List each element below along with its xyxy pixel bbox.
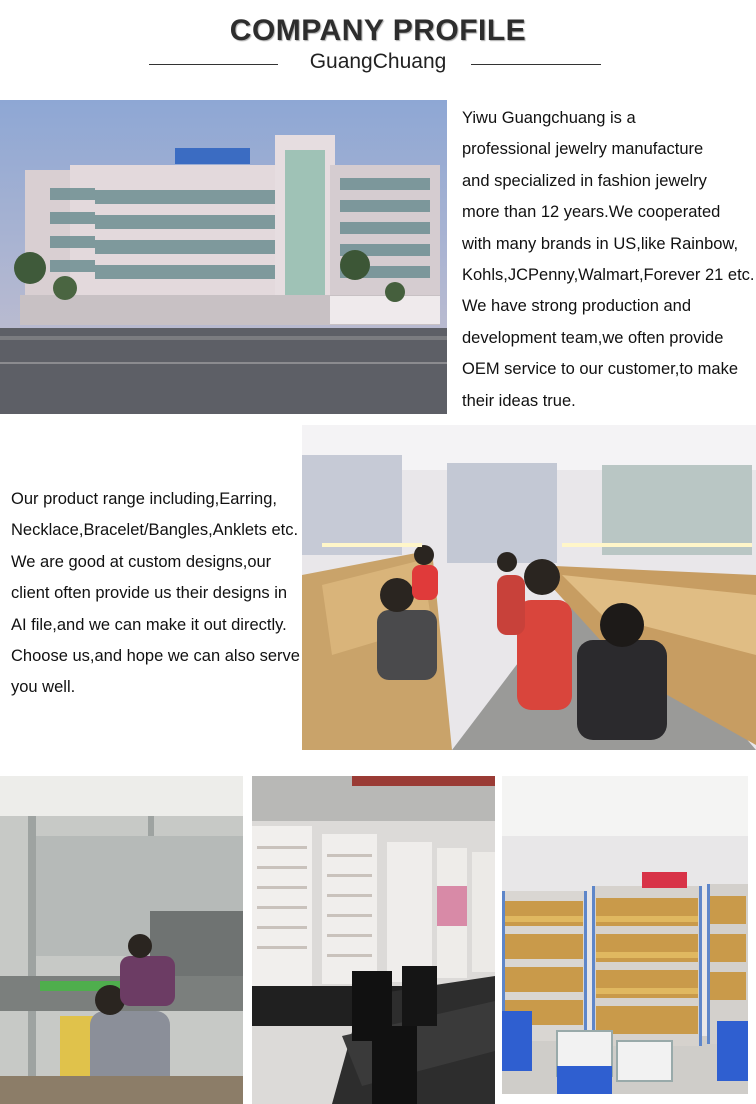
factory-building-photo bbox=[0, 100, 447, 414]
company-name: GuangChuang bbox=[309, 50, 447, 73]
title-divider-right bbox=[471, 64, 601, 65]
jewelry-workshop-photo bbox=[302, 425, 756, 750]
warehouse-photo bbox=[502, 776, 748, 1094]
product-range-text: Our product range including,Earring, Necklace,Bracelet/Bangles,Anklets etc. We are good at custom designs,our client often provide us their designs in AI file,and we can make it out directly. Choose us,and hope we can also serve you well. bbox=[11, 490, 300, 697]
workbench-room-photo bbox=[0, 776, 243, 1104]
page-title: COMPANY PROFILE bbox=[229, 14, 527, 47]
showroom-photo bbox=[252, 776, 495, 1104]
company-intro-text: Yiwu Guangchuang is a professional jewelry manufacture and specialized in fashion jewelry more than 12 years.We cooperated with many brands in US,like Rainbow, Kohls,JCPenny,Walmart,Forever 21 etc. We have strong production and development team,we often provide OEM service to our customer,to make their ideas true. bbox=[462, 109, 755, 410]
